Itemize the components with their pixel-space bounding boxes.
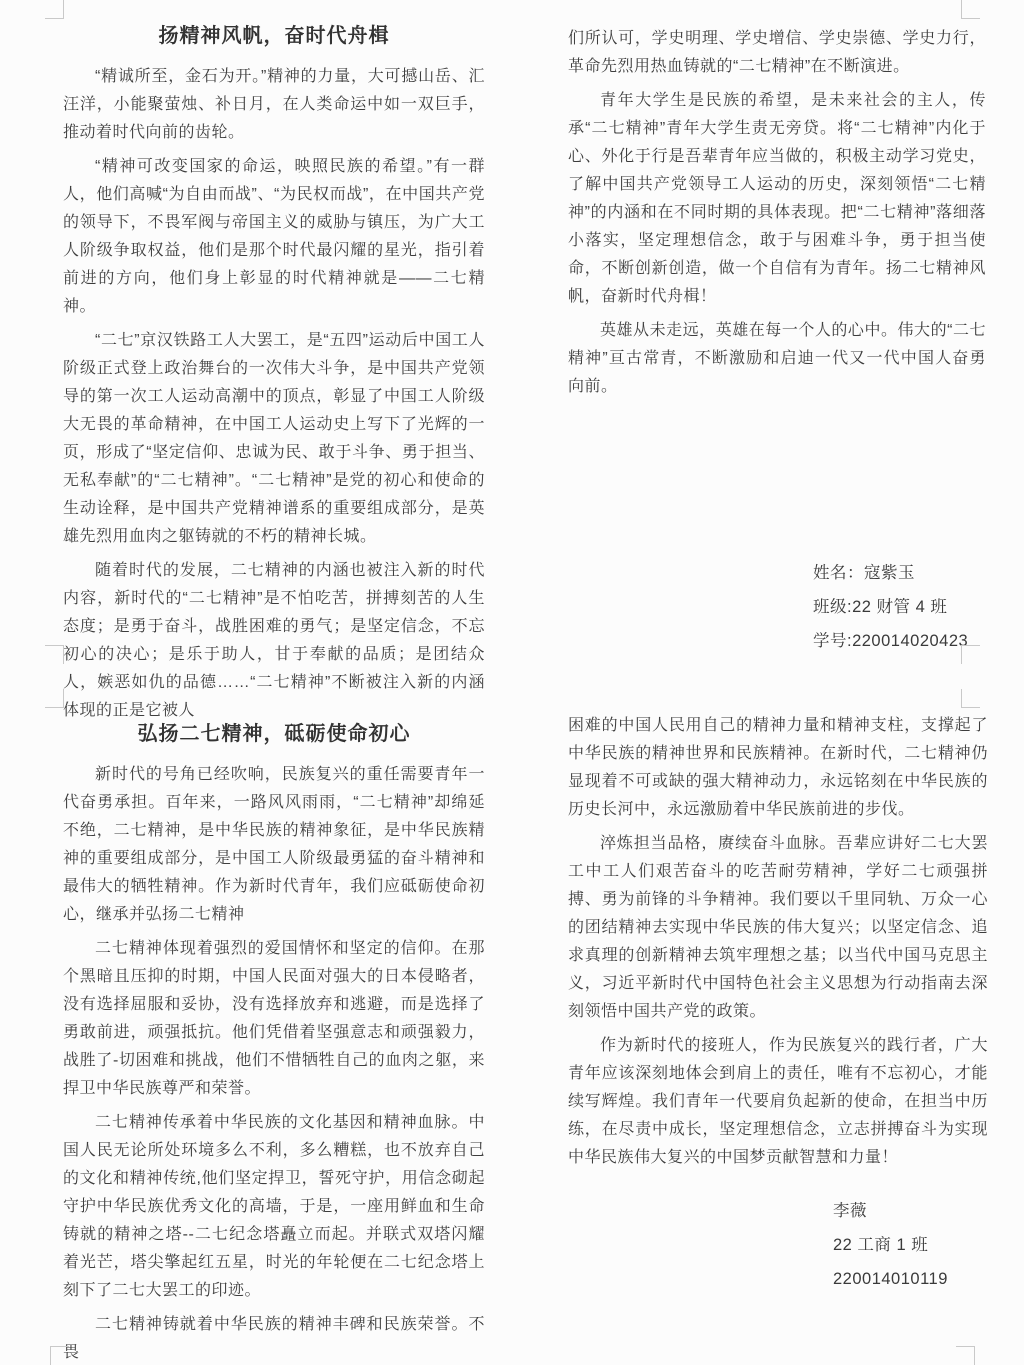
paragraph: 随着时代的发展，二七精神的内涵也被注入新的时代内容，新时代的“二七精神”是不怕吃苦，拼搏刻苦的人生态度；是勇于奋斗，战胜困难的勇气；是坚定信念，不忘初心的决心；是乐于助人，甘于奉献的品质；是团结众人，嫉恶如仇的品德……“二七精神”不断被注入新的内涵体现的正是它被人 — [63, 562, 485, 719]
corner-mark — [961, 689, 980, 708]
page-1-left-column — [63, 22, 485, 731]
page-2-right-column — [568, 712, 988, 1178]
signature-class: 班级:22 财管 4 班 — [813, 598, 948, 616]
essay-1-title: 扬精神风帆，奋时代舟楫 — [158, 25, 390, 47]
paragraph: 青年大学生是民族的希望，是未来社会的主人，传承“二七精神”青年大学生责无旁贷。将“二七精神”内化于心、外化于行是吾辈青年应当做的，积极主动学习党史，了解中国共产党领导工人运动的历史，深刻领悟“二七精神”的内涵和在不同时期的具体表现。把“二七精神”落细落小落实，坚定理想信念，敢于与困难斗争，勇于担当使命，不断创新创造，做一个自信有为青年。扬二七精神风帆，奋新时代舟楫！ — [568, 92, 986, 305]
paragraph: 英雄从未走远，英雄在每一个人的心中。伟大的“二七精神”亘古常青，不断激励和启迪一代又一代中国人奋勇向前。 — [568, 322, 986, 395]
signature-class: 22 工商 1 班 — [833, 1236, 929, 1254]
essay-2-title: 弘扬二七精神，砥砺使命初心 — [137, 723, 411, 745]
essay-1-signature — [813, 556, 968, 658]
paragraph: 作为新时代的接班人，作为民族复兴的践行者，广大青年应该深刻地体会到肩上的责任，唯有不忘初心，才能续写辉煌。我们青年一代要肩负起新的使命，在担当中历练，在尽责中成长，坚定理想信念，立志拼搏奋斗为实现中华民族伟大复兴的中国梦贡献智慧和力量！ — [568, 1037, 988, 1166]
corner-mark — [45, 0, 64, 19]
essay-2-signature — [833, 1194, 948, 1296]
paragraph: 二七精神铸就着中华民族的精神丰碑和民族荣誉。不畏 — [63, 1316, 485, 1361]
signature-name: 李薇 — [833, 1202, 867, 1220]
corner-mark — [45, 689, 64, 708]
paragraph: “精神可改变国家的命运，映照民族的希望。”有一群人，他们高喊“为自由而战”、“为民权而战”，在中国共产党的领导下，不畏军阀与帝国主义的威胁与镇压，为广大工人阶级争取权益，他们是那个时代最闪耀的星光，指引着前进的方向，他们身上彰显的时代精神就是——二七精神。 — [63, 158, 485, 315]
corner-mark — [961, 645, 980, 664]
signature-student-id: 220014010119 — [833, 1270, 948, 1288]
paragraph-continuation: 们所认可，学史明理、学史增信、学史崇德、学史力行，革命先烈用热血铸就的“二七精神”在不断演进。 — [568, 30, 986, 75]
page-2-left-column — [63, 720, 485, 1365]
paragraph: 二七精神体现着强烈的爱国情怀和坚定的信仰。在那个黑暗且压抑的时期，中国人民面对强大的日本侵略者，没有选择屈服和妥协，没有选择放弃和逃避，而是选择了勇敢前进，顽强抵抗。他们凭借着坚强意志和顽强毅力，战胜了-切困难和挑战，他们不惜牺牲自己的血肉之躯，来捍卫中华民族尊严和荣誉。 — [63, 940, 485, 1097]
paragraph: 新时代的号角已经吹响，民族复兴的重任需要青年一代奋勇承担。百年来，一路风风雨雨，“二七精神”却绵延不绝，二七精神，是中华民族的精神象征，是中华民族精神的重要组成部分，是中国工人阶级最勇猛的奋斗精神和最伟大的牺牲精神。作为新时代青年，我们应砥砺使命初心，继承并弘扬二七精神 — [63, 766, 485, 923]
corner-mark — [961, 0, 980, 19]
page-1-right-column — [568, 25, 986, 407]
paragraph: 淬炼担当品格，赓续奋斗血脉。吾辈应讲好二七大罢工中工人们艰苦奋斗的吃苦耐劳精神，学好二七顽强拼搏、勇为前锋的斗争精神。我们要以千里同轨、万众一心的团结精神去实现中华民族的伟大复兴；以坚定信念、追求真理的创新精神去筑牢理想之基；以当代中国马克思主义，习近平新时代中国特色社会主义思想为行动指南去深刻领悟中国共产党的政策。 — [568, 835, 988, 1020]
paragraph-continuation: 困难的中国人民用自己的精神力量和精神支柱，支撑起了中华民族的精神世界和民族精神。在新时代，二七精神仍显现着不可或缺的强大精神动力，永远铭刻在中华民族的历史长河中，永远激励着中华民族前进的步伐。 — [568, 717, 988, 818]
corner-mark — [50, 1346, 69, 1365]
signature-name: 姓名：寇紫玉 — [813, 564, 915, 582]
signature-student-id: 学号:220014020423 — [813, 632, 969, 650]
paragraph: “精诚所至，金石为开。”精神的力量，大可撼山岳、汇汪洋，小能聚萤烛、补日月，在人类命运中如一双巨手，推动着时代向前的齿轮。 — [63, 68, 485, 141]
corner-mark — [956, 1346, 975, 1365]
corner-mark — [45, 645, 64, 664]
paragraph: 二七精神传承着中华民族的文化基因和精神血脉。中国人民无论所处环境多么不利，多么糟糕，也不放弃自己的文化和精神传统,他们坚定捍卫，誓死守护，用信念砌起守护中华民族优秀文化的高墙，于是，一座用鲜血和生命铸就的精神之塔--二七纪念塔矗立而起。并联式双塔闪耀着光芒，塔尖擎起红五星，时光的年轮便在二七纪念塔上刻下了二七大罢工的印迹。 — [63, 1114, 485, 1299]
paragraph: “二七”京汉铁路工人大罢工，是“五四”运动后中国工人阶级正式登上政治舞台的一次伟大斗争，是中国共产党领导的第一次工人运动高潮中的顶点，彰显了中国工人阶级大无畏的革命精神，在中国工人运动史上写下了光辉的一页，形成了“坚定信仰、忠诚为民、敢于斗争、勇于担当、无私奉献”的“二七精神”。“二七精神”是党的初心和使命的生动诠释，是中国共产党精神谱系的重要组成部分，是英雄先烈用血肉之躯铸就的不朽的精神长城。 — [63, 332, 485, 545]
